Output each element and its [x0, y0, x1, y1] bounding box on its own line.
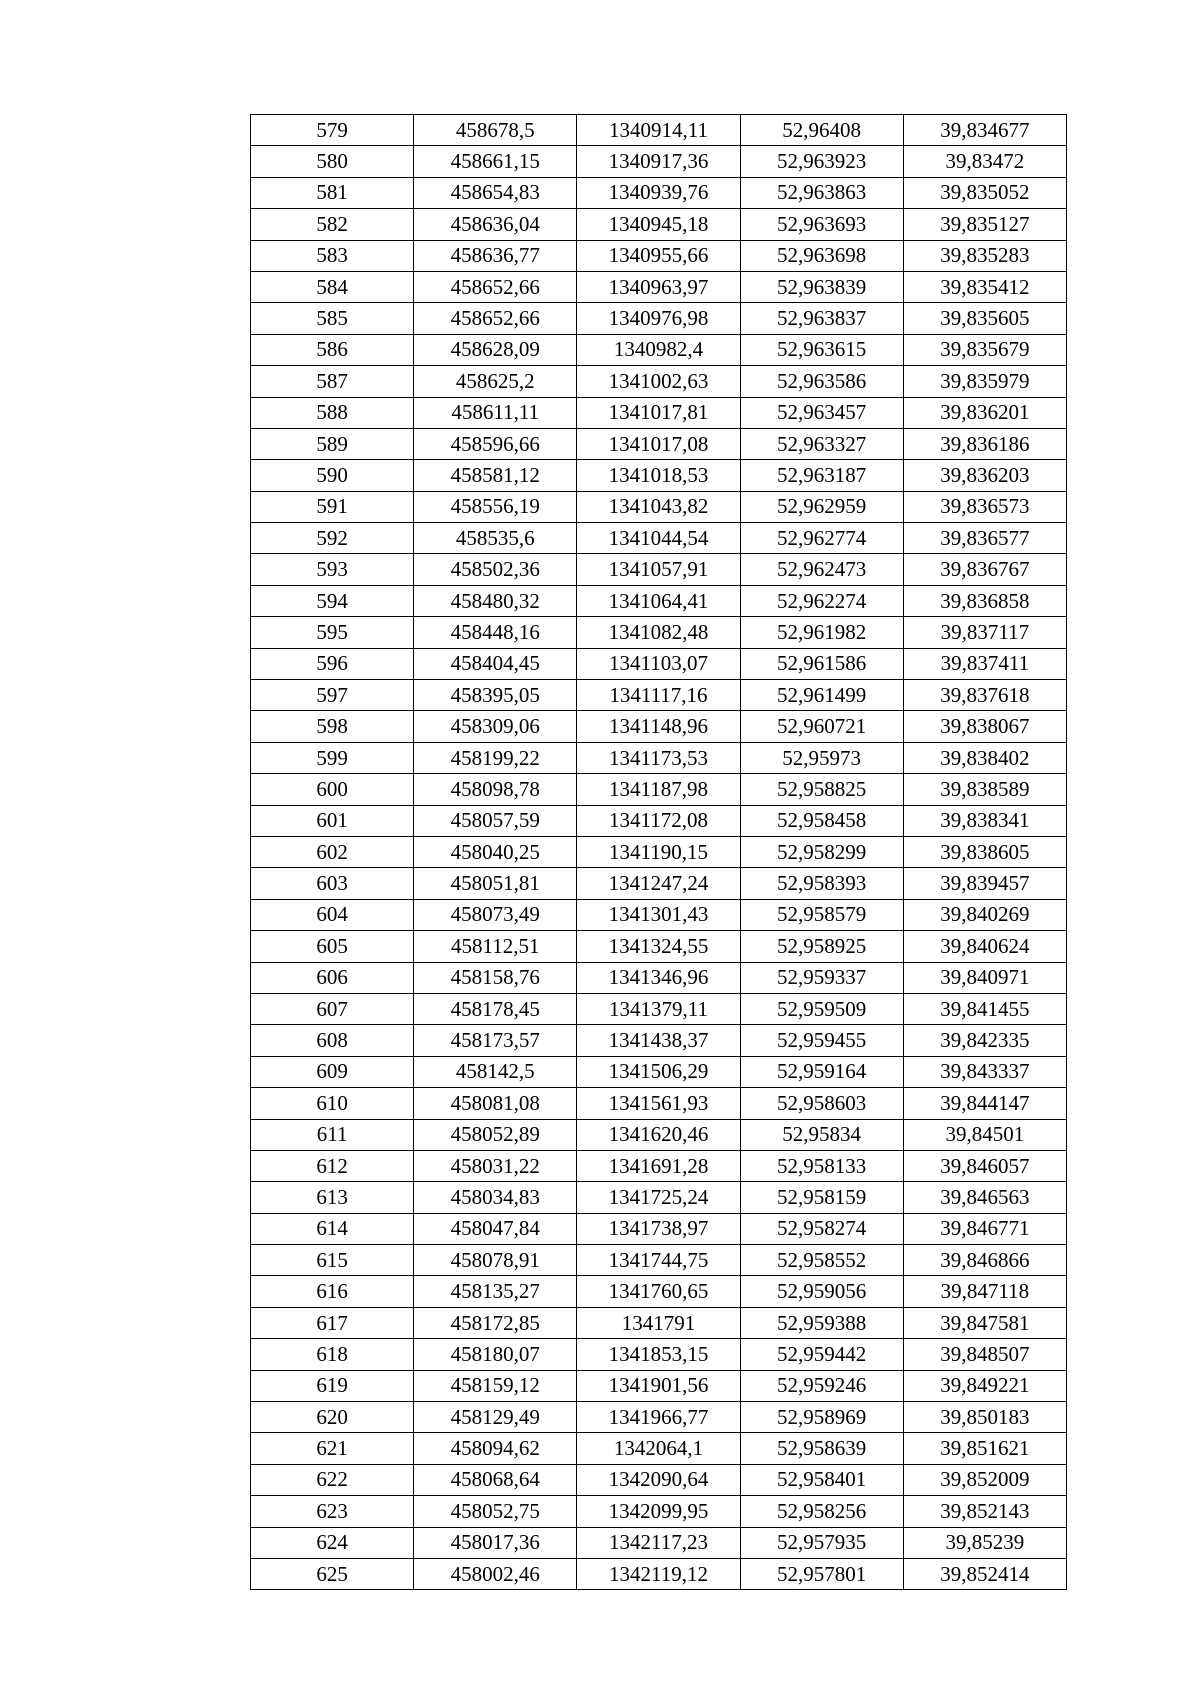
x-coordinate-cell: 458404,45: [414, 648, 577, 679]
table-row: [251, 554, 1067, 585]
table-row: [251, 523, 1067, 554]
y-coordinate-cell: 1341247,24: [577, 868, 740, 899]
longitude-cell: 39,836577: [903, 523, 1066, 554]
longitude-cell: 39,842335: [903, 1025, 1066, 1056]
table-row: [251, 240, 1067, 271]
x-coordinate-cell: 458112,51: [414, 931, 577, 962]
latitude-cell: 52,961982: [740, 617, 903, 648]
point-number-cell: 588: [251, 397, 414, 428]
table-row: [251, 1339, 1067, 1370]
latitude-cell: 52,963863: [740, 177, 903, 208]
y-coordinate-cell: 1342099,95: [577, 1496, 740, 1527]
y-coordinate-cell: 1341064,41: [577, 585, 740, 616]
point-number-cell: 596: [251, 648, 414, 679]
longitude-cell: 39,837618: [903, 680, 1066, 711]
x-coordinate-cell: 458581,12: [414, 460, 577, 491]
table-row: [251, 1402, 1067, 1433]
point-number-cell: 582: [251, 209, 414, 240]
latitude-cell: 52,962274: [740, 585, 903, 616]
x-coordinate-cell: 458017,36: [414, 1527, 577, 1558]
point-number-cell: 603: [251, 868, 414, 899]
table-row: [251, 1056, 1067, 1087]
table-row: [251, 1496, 1067, 1527]
x-coordinate-cell: 458040,25: [414, 836, 577, 867]
latitude-cell: 52,963327: [740, 428, 903, 459]
longitude-cell: 39,843337: [903, 1056, 1066, 1087]
x-coordinate-cell: 458448,16: [414, 617, 577, 648]
table-row: [251, 962, 1067, 993]
x-coordinate-cell: 458661,15: [414, 146, 577, 177]
longitude-cell: 39,848507: [903, 1339, 1066, 1370]
longitude-cell: 39,852009: [903, 1464, 1066, 1495]
point-number-cell: 615: [251, 1245, 414, 1276]
y-coordinate-cell: 1340976,98: [577, 303, 740, 334]
table-row: [251, 711, 1067, 742]
latitude-cell: 52,963837: [740, 303, 903, 334]
y-coordinate-cell: 1341172,08: [577, 805, 740, 836]
longitude-cell: 39,837411: [903, 648, 1066, 679]
y-coordinate-cell: 1342119,12: [577, 1558, 740, 1589]
longitude-cell: 39,840971: [903, 962, 1066, 993]
table-row: [251, 1245, 1067, 1276]
table-row: [251, 774, 1067, 805]
latitude-cell: 52,959509: [740, 993, 903, 1024]
latitude-cell: 52,958925: [740, 931, 903, 962]
latitude-cell: 52,96408: [740, 115, 903, 146]
point-number-cell: 602: [251, 836, 414, 867]
latitude-cell: 52,958825: [740, 774, 903, 805]
x-coordinate-cell: 458052,75: [414, 1496, 577, 1527]
latitude-cell: 52,959455: [740, 1025, 903, 1056]
y-coordinate-cell: 1341438,37: [577, 1025, 740, 1056]
y-coordinate-cell: 1341620,46: [577, 1119, 740, 1150]
longitude-cell: 39,852414: [903, 1558, 1066, 1589]
y-coordinate-cell: 1341966,77: [577, 1402, 740, 1433]
y-coordinate-cell: 1340914,11: [577, 115, 740, 146]
point-number-cell: 609: [251, 1056, 414, 1087]
point-number-cell: 579: [251, 115, 414, 146]
x-coordinate-cell: 458654,83: [414, 177, 577, 208]
point-number-cell: 595: [251, 617, 414, 648]
longitude-cell: 39,839457: [903, 868, 1066, 899]
y-coordinate-cell: 1341148,96: [577, 711, 740, 742]
table-row: [251, 931, 1067, 962]
y-coordinate-cell: 1341561,93: [577, 1088, 740, 1119]
x-coordinate-cell: 458628,09: [414, 334, 577, 365]
y-coordinate-cell: 1342064,1: [577, 1433, 740, 1464]
table-row: [251, 1527, 1067, 1558]
longitude-cell: 39,836186: [903, 428, 1066, 459]
x-coordinate-cell: 458052,89: [414, 1119, 577, 1150]
latitude-cell: 52,963839: [740, 271, 903, 302]
x-coordinate-cell: 458135,27: [414, 1276, 577, 1307]
longitude-cell: 39,849221: [903, 1370, 1066, 1401]
longitude-cell: 39,835412: [903, 271, 1066, 302]
y-coordinate-cell: 1341057,91: [577, 554, 740, 585]
y-coordinate-cell: 1341791: [577, 1307, 740, 1338]
latitude-cell: 52,958603: [740, 1088, 903, 1119]
coordinates-table-body: [251, 115, 1067, 1590]
x-coordinate-cell: 458636,04: [414, 209, 577, 240]
latitude-cell: 52,957801: [740, 1558, 903, 1589]
point-number-cell: 607: [251, 993, 414, 1024]
y-coordinate-cell: 1341725,24: [577, 1182, 740, 1213]
table-row: [251, 1558, 1067, 1589]
point-number-cell: 618: [251, 1339, 414, 1370]
table-row: [251, 868, 1067, 899]
table-row: [251, 146, 1067, 177]
x-coordinate-cell: 458652,66: [414, 303, 577, 334]
longitude-cell: 39,844147: [903, 1088, 1066, 1119]
longitude-cell: 39,838589: [903, 774, 1066, 805]
point-number-cell: 592: [251, 523, 414, 554]
y-coordinate-cell: 1342117,23: [577, 1527, 740, 1558]
latitude-cell: 52,95834: [740, 1119, 903, 1150]
longitude-cell: 39,84501: [903, 1119, 1066, 1150]
point-number-cell: 593: [251, 554, 414, 585]
latitude-cell: 52,958401: [740, 1464, 903, 1495]
longitude-cell: 39,836201: [903, 397, 1066, 428]
latitude-cell: 52,963187: [740, 460, 903, 491]
y-coordinate-cell: 1341744,75: [577, 1245, 740, 1276]
y-coordinate-cell: 1340963,97: [577, 271, 740, 302]
y-coordinate-cell: 1342090,64: [577, 1464, 740, 1495]
table-row: [251, 271, 1067, 302]
longitude-cell: 39,847118: [903, 1276, 1066, 1307]
table-row: [251, 585, 1067, 616]
table-row: [251, 1182, 1067, 1213]
table-row: [251, 177, 1067, 208]
latitude-cell: 52,962473: [740, 554, 903, 585]
point-number-cell: 604: [251, 899, 414, 930]
latitude-cell: 52,958458: [740, 805, 903, 836]
table-row: [251, 993, 1067, 1024]
point-number-cell: 625: [251, 1558, 414, 1589]
point-number-cell: 614: [251, 1213, 414, 1244]
point-number-cell: 580: [251, 146, 414, 177]
table-row: [251, 1276, 1067, 1307]
x-coordinate-cell: 458502,36: [414, 554, 577, 585]
point-number-cell: 610: [251, 1088, 414, 1119]
longitude-cell: 39,835127: [903, 209, 1066, 240]
longitude-cell: 39,851621: [903, 1433, 1066, 1464]
point-number-cell: 613: [251, 1182, 414, 1213]
x-coordinate-cell: 458178,45: [414, 993, 577, 1024]
y-coordinate-cell: 1340955,66: [577, 240, 740, 271]
table-row: [251, 428, 1067, 459]
latitude-cell: 52,95973: [740, 742, 903, 773]
latitude-cell: 52,961586: [740, 648, 903, 679]
y-coordinate-cell: 1341002,63: [577, 366, 740, 397]
table-row: [251, 115, 1067, 146]
x-coordinate-cell: 458129,49: [414, 1402, 577, 1433]
point-number-cell: 585: [251, 303, 414, 334]
x-coordinate-cell: 458652,66: [414, 271, 577, 302]
longitude-cell: 39,835052: [903, 177, 1066, 208]
y-coordinate-cell: 1341187,98: [577, 774, 740, 805]
longitude-cell: 39,83472: [903, 146, 1066, 177]
x-coordinate-cell: 458480,32: [414, 585, 577, 616]
point-number-cell: 622: [251, 1464, 414, 1495]
table-row: [251, 648, 1067, 679]
longitude-cell: 39,834677: [903, 115, 1066, 146]
longitude-cell: 39,838341: [903, 805, 1066, 836]
x-coordinate-cell: 458094,62: [414, 1433, 577, 1464]
table-row: [251, 366, 1067, 397]
point-number-cell: 587: [251, 366, 414, 397]
table-row: [251, 397, 1067, 428]
x-coordinate-cell: 458395,05: [414, 680, 577, 711]
longitude-cell: 39,837117: [903, 617, 1066, 648]
point-number-cell: 584: [251, 271, 414, 302]
y-coordinate-cell: 1341190,15: [577, 836, 740, 867]
x-coordinate-cell: 458031,22: [414, 1150, 577, 1181]
y-coordinate-cell: 1341760,65: [577, 1276, 740, 1307]
x-coordinate-cell: 458073,49: [414, 899, 577, 930]
table-row: [251, 617, 1067, 648]
longitude-cell: 39,835283: [903, 240, 1066, 271]
longitude-cell: 39,836767: [903, 554, 1066, 585]
x-coordinate-cell: 458596,66: [414, 428, 577, 459]
x-coordinate-cell: 458057,59: [414, 805, 577, 836]
longitude-cell: 39,838067: [903, 711, 1066, 742]
point-number-cell: 623: [251, 1496, 414, 1527]
table-row: [251, 491, 1067, 522]
latitude-cell: 52,959442: [740, 1339, 903, 1370]
table-row: [251, 209, 1067, 240]
point-number-cell: 589: [251, 428, 414, 459]
table-row: [251, 742, 1067, 773]
latitude-cell: 52,958393: [740, 868, 903, 899]
point-number-cell: 597: [251, 680, 414, 711]
y-coordinate-cell: 1340945,18: [577, 209, 740, 240]
longitude-cell: 39,836858: [903, 585, 1066, 616]
point-number-cell: 591: [251, 491, 414, 522]
latitude-cell: 52,958133: [740, 1150, 903, 1181]
latitude-cell: 52,961499: [740, 680, 903, 711]
latitude-cell: 52,963615: [740, 334, 903, 365]
point-number-cell: 599: [251, 742, 414, 773]
longitude-cell: 39,840269: [903, 899, 1066, 930]
y-coordinate-cell: 1341044,54: [577, 523, 740, 554]
latitude-cell: 52,959164: [740, 1056, 903, 1087]
table-row: [251, 334, 1067, 365]
table-row: [251, 836, 1067, 867]
longitude-cell: 39,846057: [903, 1150, 1066, 1181]
y-coordinate-cell: 1341082,48: [577, 617, 740, 648]
x-coordinate-cell: 458625,2: [414, 366, 577, 397]
point-number-cell: 600: [251, 774, 414, 805]
longitude-cell: 39,846771: [903, 1213, 1066, 1244]
point-number-cell: 590: [251, 460, 414, 491]
y-coordinate-cell: 1341506,29: [577, 1056, 740, 1087]
point-number-cell: 581: [251, 177, 414, 208]
point-number-cell: 619: [251, 1370, 414, 1401]
y-coordinate-cell: 1340939,76: [577, 177, 740, 208]
table-row: [251, 1150, 1067, 1181]
table-row: [251, 1213, 1067, 1244]
x-coordinate-cell: 458158,76: [414, 962, 577, 993]
longitude-cell: 39,838605: [903, 836, 1066, 867]
point-number-cell: 617: [251, 1307, 414, 1338]
table-row: [251, 1433, 1067, 1464]
longitude-cell: 39,836573: [903, 491, 1066, 522]
table-row: [251, 1464, 1067, 1495]
y-coordinate-cell: 1341738,97: [577, 1213, 740, 1244]
x-coordinate-cell: 458159,12: [414, 1370, 577, 1401]
x-coordinate-cell: 458047,84: [414, 1213, 577, 1244]
x-coordinate-cell: 458078,91: [414, 1245, 577, 1276]
point-number-cell: 586: [251, 334, 414, 365]
point-number-cell: 605: [251, 931, 414, 962]
x-coordinate-cell: 458180,07: [414, 1339, 577, 1370]
latitude-cell: 52,959337: [740, 962, 903, 993]
x-coordinate-cell: 458535,6: [414, 523, 577, 554]
longitude-cell: 39,841455: [903, 993, 1066, 1024]
x-coordinate-cell: 458636,77: [414, 240, 577, 271]
y-coordinate-cell: 1341324,55: [577, 931, 740, 962]
latitude-cell: 52,962959: [740, 491, 903, 522]
latitude-cell: 52,958299: [740, 836, 903, 867]
y-coordinate-cell: 1340982,4: [577, 334, 740, 365]
coordinates-table: [250, 114, 1067, 1590]
latitude-cell: 52,957935: [740, 1527, 903, 1558]
latitude-cell: 52,963693: [740, 209, 903, 240]
longitude-cell: 39,847581: [903, 1307, 1066, 1338]
y-coordinate-cell: 1341103,07: [577, 648, 740, 679]
point-number-cell: 620: [251, 1402, 414, 1433]
latitude-cell: 52,963923: [740, 146, 903, 177]
x-coordinate-cell: 458034,83: [414, 1182, 577, 1213]
x-coordinate-cell: 458051,81: [414, 868, 577, 899]
y-coordinate-cell: 1341379,11: [577, 993, 740, 1024]
y-coordinate-cell: 1341017,81: [577, 397, 740, 428]
longitude-cell: 39,835979: [903, 366, 1066, 397]
longitude-cell: 39,835605: [903, 303, 1066, 334]
latitude-cell: 52,958639: [740, 1433, 903, 1464]
latitude-cell: 52,958552: [740, 1245, 903, 1276]
x-coordinate-cell: 458098,78: [414, 774, 577, 805]
y-coordinate-cell: 1341043,82: [577, 491, 740, 522]
x-coordinate-cell: 458611,11: [414, 397, 577, 428]
latitude-cell: 52,958274: [740, 1213, 903, 1244]
y-coordinate-cell: 1341018,53: [577, 460, 740, 491]
longitude-cell: 39,85239: [903, 1527, 1066, 1558]
y-coordinate-cell: 1341346,96: [577, 962, 740, 993]
table-row: [251, 1025, 1067, 1056]
latitude-cell: 52,962774: [740, 523, 903, 554]
point-number-cell: 594: [251, 585, 414, 616]
longitude-cell: 39,846866: [903, 1245, 1066, 1276]
longitude-cell: 39,846563: [903, 1182, 1066, 1213]
table-row: [251, 1307, 1067, 1338]
point-number-cell: 624: [251, 1527, 414, 1558]
table-row: [251, 680, 1067, 711]
latitude-cell: 52,959246: [740, 1370, 903, 1401]
latitude-cell: 52,963457: [740, 397, 903, 428]
x-coordinate-cell: 458172,85: [414, 1307, 577, 1338]
x-coordinate-cell: 458556,19: [414, 491, 577, 522]
x-coordinate-cell: 458142,5: [414, 1056, 577, 1087]
point-number-cell: 606: [251, 962, 414, 993]
point-number-cell: 621: [251, 1433, 414, 1464]
y-coordinate-cell: 1340917,36: [577, 146, 740, 177]
latitude-cell: 52,963698: [740, 240, 903, 271]
point-number-cell: 583: [251, 240, 414, 271]
point-number-cell: 598: [251, 711, 414, 742]
x-coordinate-cell: 458068,64: [414, 1464, 577, 1495]
x-coordinate-cell: 458199,22: [414, 742, 577, 773]
longitude-cell: 39,838402: [903, 742, 1066, 773]
longitude-cell: 39,852143: [903, 1496, 1066, 1527]
latitude-cell: 52,958159: [740, 1182, 903, 1213]
y-coordinate-cell: 1341117,16: [577, 680, 740, 711]
y-coordinate-cell: 1341691,28: [577, 1150, 740, 1181]
table-row: [251, 1119, 1067, 1150]
table-row: [251, 805, 1067, 836]
longitude-cell: 39,840624: [903, 931, 1066, 962]
point-number-cell: 612: [251, 1150, 414, 1181]
point-number-cell: 611: [251, 1119, 414, 1150]
y-coordinate-cell: 1341301,43: [577, 899, 740, 930]
table-row: [251, 1370, 1067, 1401]
latitude-cell: 52,958579: [740, 899, 903, 930]
point-number-cell: 616: [251, 1276, 414, 1307]
longitude-cell: 39,835679: [903, 334, 1066, 365]
y-coordinate-cell: 1341853,15: [577, 1339, 740, 1370]
latitude-cell: 52,960721: [740, 711, 903, 742]
x-coordinate-cell: 458081,08: [414, 1088, 577, 1119]
point-number-cell: 608: [251, 1025, 414, 1056]
y-coordinate-cell: 1341901,56: [577, 1370, 740, 1401]
longitude-cell: 39,850183: [903, 1402, 1066, 1433]
table-row: [251, 899, 1067, 930]
table-row: [251, 303, 1067, 334]
table-row: [251, 460, 1067, 491]
x-coordinate-cell: 458173,57: [414, 1025, 577, 1056]
latitude-cell: 52,958256: [740, 1496, 903, 1527]
table-row: [251, 1088, 1067, 1119]
y-coordinate-cell: 1341173,53: [577, 742, 740, 773]
latitude-cell: 52,963586: [740, 366, 903, 397]
latitude-cell: 52,959056: [740, 1276, 903, 1307]
x-coordinate-cell: 458678,5: [414, 115, 577, 146]
y-coordinate-cell: 1341017,08: [577, 428, 740, 459]
latitude-cell: 52,959388: [740, 1307, 903, 1338]
x-coordinate-cell: 458002,46: [414, 1558, 577, 1589]
latitude-cell: 52,958969: [740, 1402, 903, 1433]
x-coordinate-cell: 458309,06: [414, 711, 577, 742]
longitude-cell: 39,836203: [903, 460, 1066, 491]
point-number-cell: 601: [251, 805, 414, 836]
